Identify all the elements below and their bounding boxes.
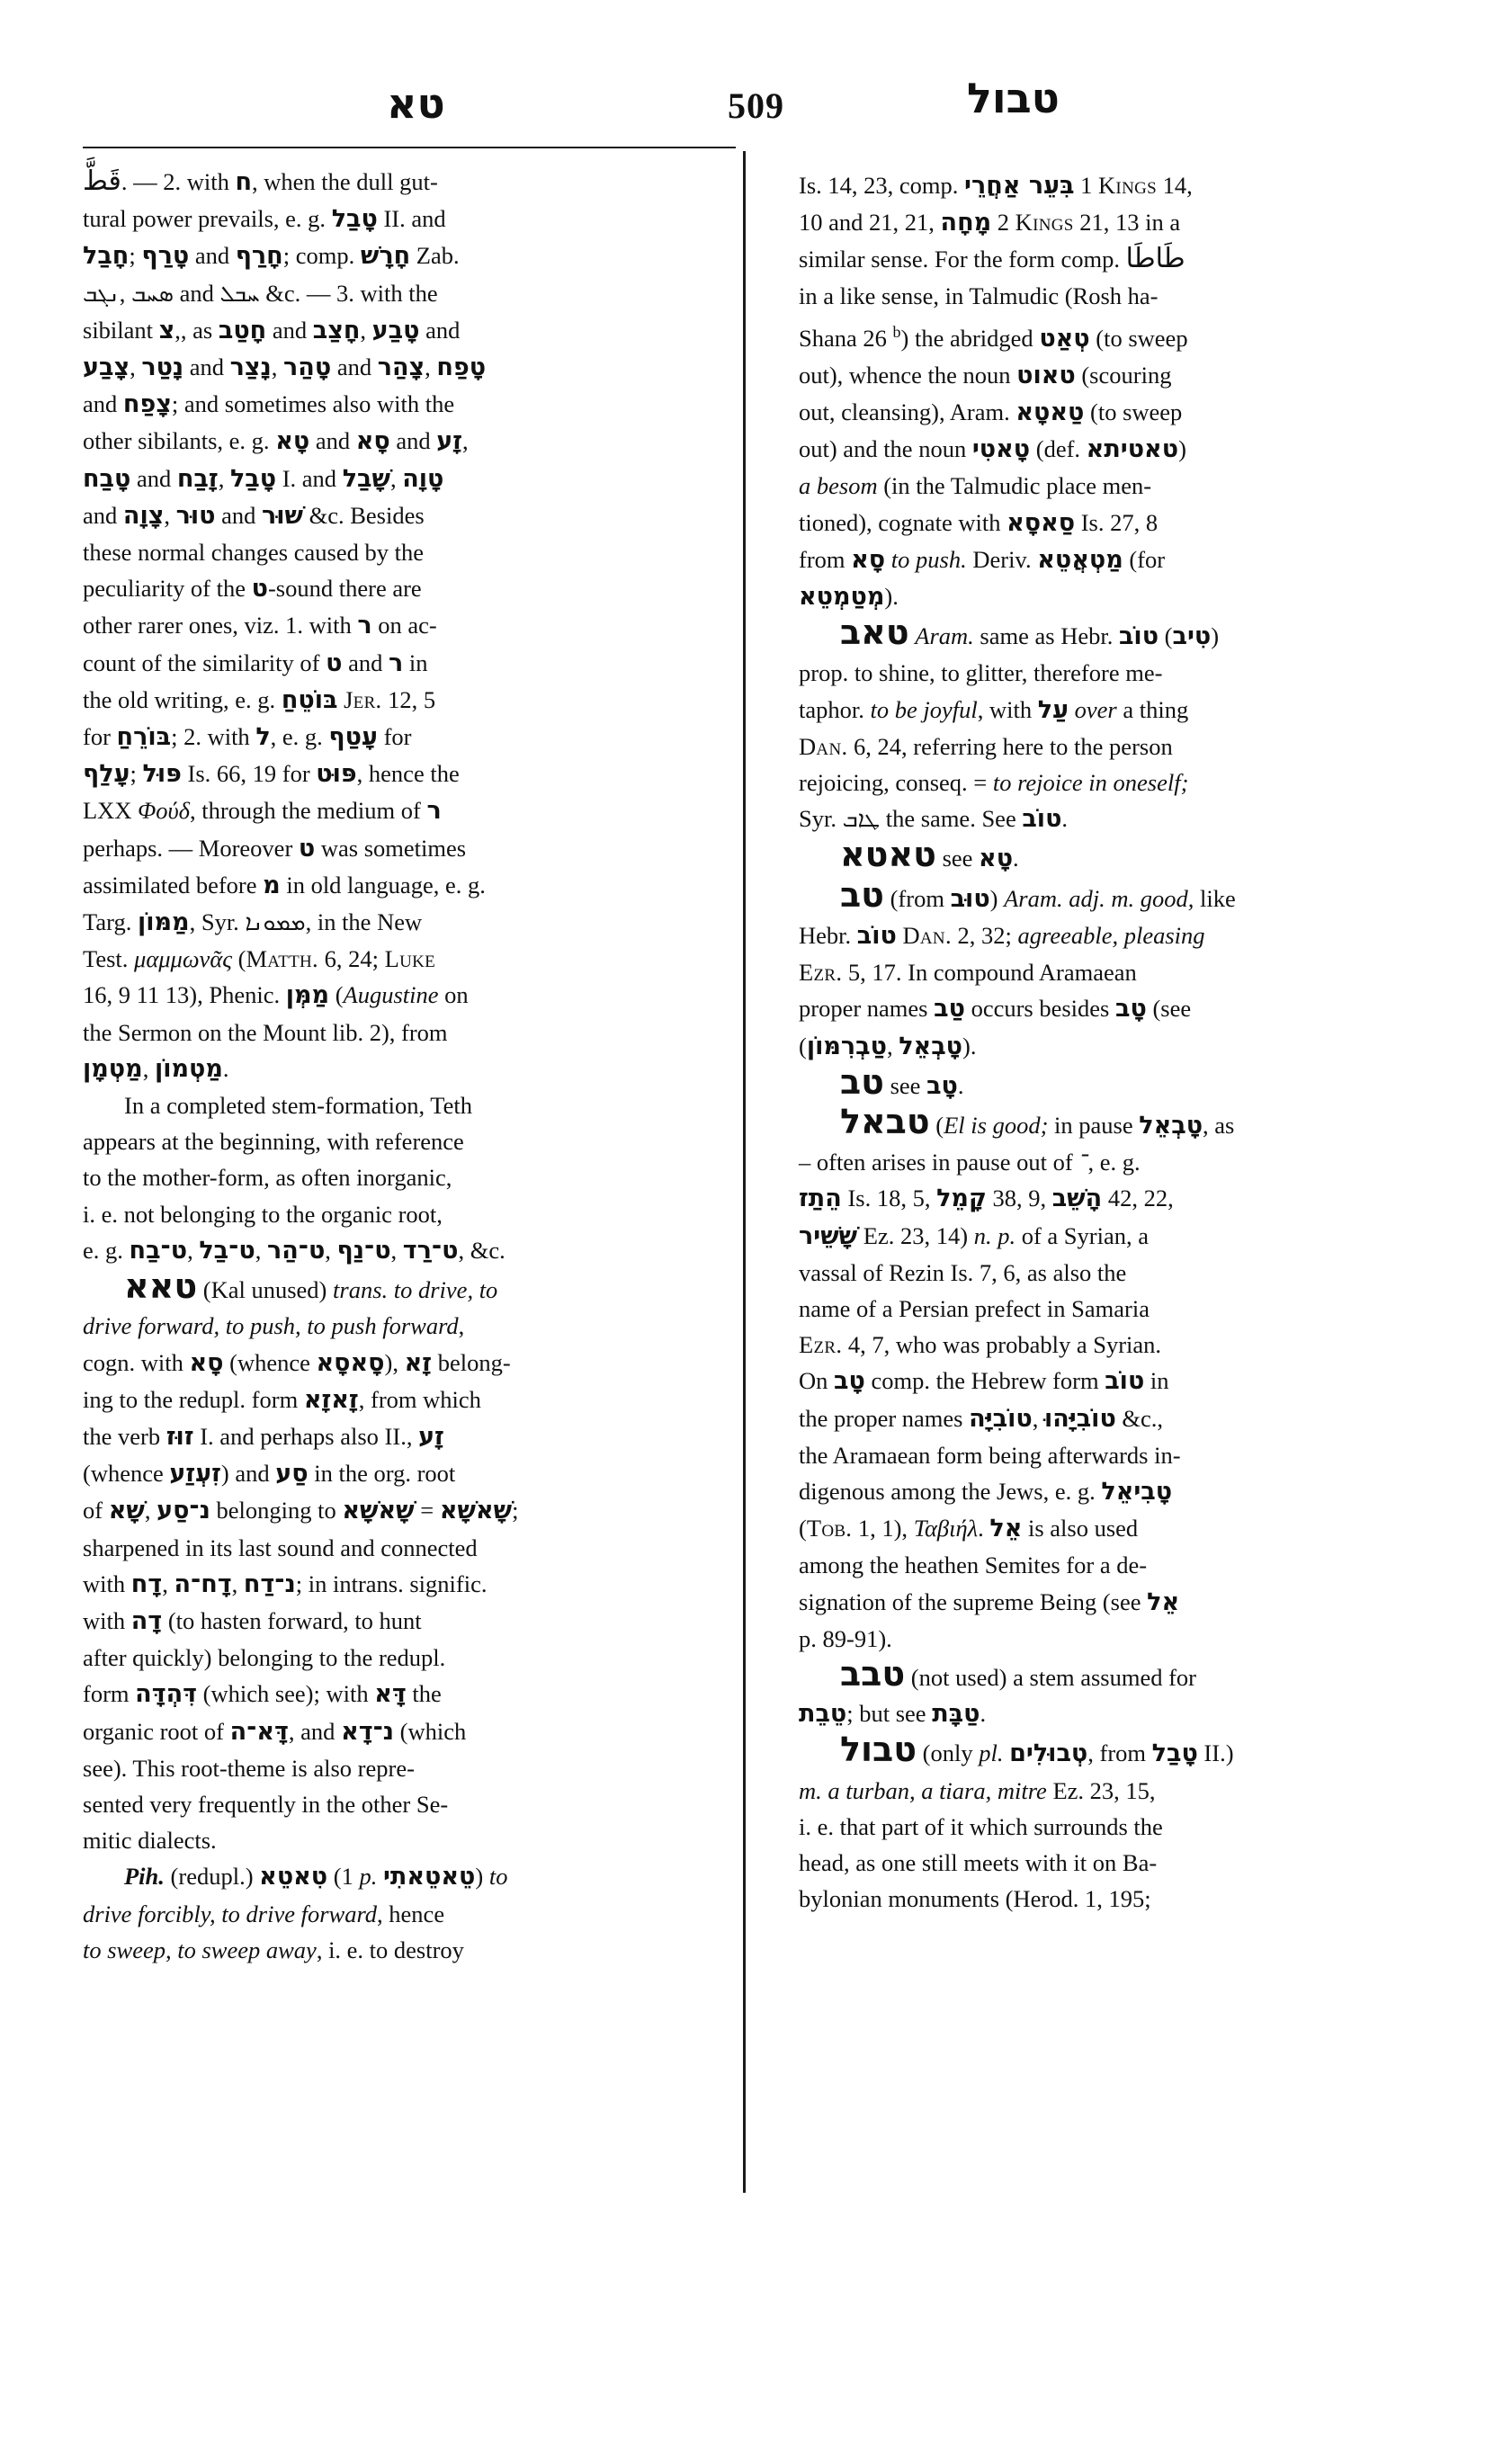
entry-headword-tata: טאטא [840,835,936,875]
entry-headword-tavul: טבול [840,1730,917,1770]
entry-tav: טב see טָב. [840,1061,964,1102]
entry-pih: Pih. (redupl.) טִאטֵא (1 p. טֵאטֵאתִי) to drive forcibly, to drive forward, hence to sweep, to sweep away, i. e. to destroy [83,1863,508,1963]
left-paragraph-stem-formation: In a completed stem-formation, Teth appears at the beginning, with reference to the mother-form, as often inorganic, i. e. not belonging to the organic root, e. g. ט־בַח, ט־בַל, ט־הַר, ט־נַף, ט־רַד, &c. [83,1092,505,1265]
column-divider-rule [743,151,746,2193]
lc-line-0a: . — 2. with [121,168,236,195]
running-head-left: טא [387,79,445,128]
left-column [83,164,712,1968]
entry-tata: טאטא see טָא. [840,835,1019,875]
entry-taab: טאב Aram. same as Hebr. טוֹב (טִיב) prop. to shine, to glitter, therefore me- taphor. to be joyful, with עַל over a thing Dan. 6, 24, referring here to the person rejoicing, conseq. = to rejoice in oneself; Syr. ܛܐܒ the same. See טוֹב. [799,612,1220,834]
right-continuation-paragraph: Is. 14, 23, comp. בִּעֵר אַחֲרֵי 1 Kings 14, 10 and 21, 21, מָחָה 2 Kings 21, 13 in a similar sense. For the form comp. طَاطَا in a like sense, in Talmudic (Rosh ha- Shana 26 $^b$) the abridged טְאַט (to sweep out), whence the noun טאוט (scouring out, cleansing), Aram. טַאטָא (to sweep out) and the noun טָאטִי (def. טאטיתא) a besom (in the Talmudic place men- tioned), cognate with סַאסָא Is. 27, 8 from סָא to push. Deriv. מַטְאֲטֵא (for מְטַמְטֵא). [799,172,1193,612]
running-head-right: טבול [967,74,1060,122]
running-head [0,58,1512,139]
pih-label: Pih. [124,1863,165,1891]
entry-tavul: טבול (only pl. טְבוּלִים, from טָבַל II.) m. a turban, a tiara, mitre Ez. 23, 15, i. e. that part of it which surrounds the head, as one still meets with it on Ba- bylonian monuments (Herod. 1, 195; [799,1730,1234,1913]
entry-tavav: טבב (not used) a stem assumed for טֵבֵת; but see טַבָּת. [799,1653,1196,1729]
left-continuation-paragraph: قَطَّ. — 2. with ח, when the dull gut- tural power prevails, e. g. טָבַל II. and חָבַל; טָרַף and חָרַף; comp. חָרָשׁ Zab. ܢܓܒ, ܣܚܒ and ܚܒܠ &c. — 3. with the sibilant צ,, as חָטַב and חָצַב, טָבַע and צָבַע, נָטַר and נָצַר, טָהַר and צָהַר, טָפַח and צָפַח; and sometimes also with the other sibilants, e. g. טָא and סָא and זָע, טָבַח and זָבַח, טָבַל I. and שָׁבַל, טָוָה and צָוָה, טוּר and שׁוּר &c. Besides these normal changes caused by the peculiarity of the ט-sound there are other rarer ones, viz. 1. with ר on ac- count of the similarity of ט and ר in the old writing, e. g. בּוֹטֵחַ Jer. 12, 5 for בּוֹרֵחַ; 2. with ל, e. g. עָטַף for עָלַף; פּוּל Is. 66, 19 for פּוּט, hence the LXX Φούδ, through the medium of ר perhaps. — Moreover ט was sometimes assimilated before מ in old language, e. g. Targ. מַמּוֹן, Syr. ܡܡܘܢܐ, in the New Test. μαμμωνᾶς (Matth. 6, 24; Luke 16, 9 11 13), Phenic. מַמְּן (Augustine on the Sermon on the Mount lib. 2), from מַטְמָן, מַטְמוֹן. [83,165,487,1083]
entry-taa: טאא (Kal unused) trans. to drive, to drive forward, to push, to push forward, cogn. with סָא (whence סָאסָא), זָא belong- ing to the redupl. form זָאזָא, from which the verb זוּז I. and perhaps also II., זָע (whence זִעְזַע) and סַע in the org. root of שָׁא, נ־סַע belonging to שָׁאשָׁא = שָׁאשָׁא; sharpened in its last sound and connected with דָח, דָח־ה, נ־דַח; in intrans. signific. with דָה (to hasten forward, to hunt after quickly) belonging to the redupl. form דִּהְדָּה (which see); with דָּא the organic root of דָּא־ה, and נ־דָא (which see). This root-theme is also repre- sented very frequently in the other Se- mitic dialects. [83,1266,519,1855]
entry-headword-tav: טב [840,1061,884,1102]
page-number: 509 [728,85,784,126]
header-rule [83,147,736,148]
entry-tabeel: טבאל (El is good; in pause טָבְאֵל, as – often arises in pause out of ־, e. g. הֵתַז Is. 18, 5, קָמֵל 38, 9, הָשֵׁב 42, 22, שָׁשֵׁיר Ez. 23, 14) n. p. of a Syrian, a vassal of Rezin Is. 7, 6, as also the name of a Persian prefect in Samaria Ezr. 4, 7, who was probably a Syrian. On טָב comp. the Hebrew form טוֹב in the proper names טוֹבִיָּה, טוֹבִיָּהוּ &c., the Aramaean form being afterwards in- digenous among the Jews, e. g. טָבִיאֵל (Tob. 1, 1), Ταβιήλ. אֵל is also used among the heathen Semites for a de- signation of the supreme Being (see אֵל p. 89-91). [799,1101,1235,1652]
entry-headword-tavav: טבב [840,1653,906,1694]
entry-headword-tabeel: טבאל [840,1101,930,1141]
entry-headword-taab: טאב [840,612,909,653]
entry-headword-tab: טב [840,874,884,915]
right-column [799,167,1428,1917]
entry-headword-taa: טאא [124,1266,198,1307]
entry-tab: טב (from טוּב) Aram. adj. m. good, like Hebr. טוֹב Dan. 2, 32; agreeable, pleasing Ezr. 5, 17. In compound Aramaean proper names טַב occurs besides טָב (see (טַבְרִמּוֹן, טָבְאֵל). [799,874,1236,1060]
